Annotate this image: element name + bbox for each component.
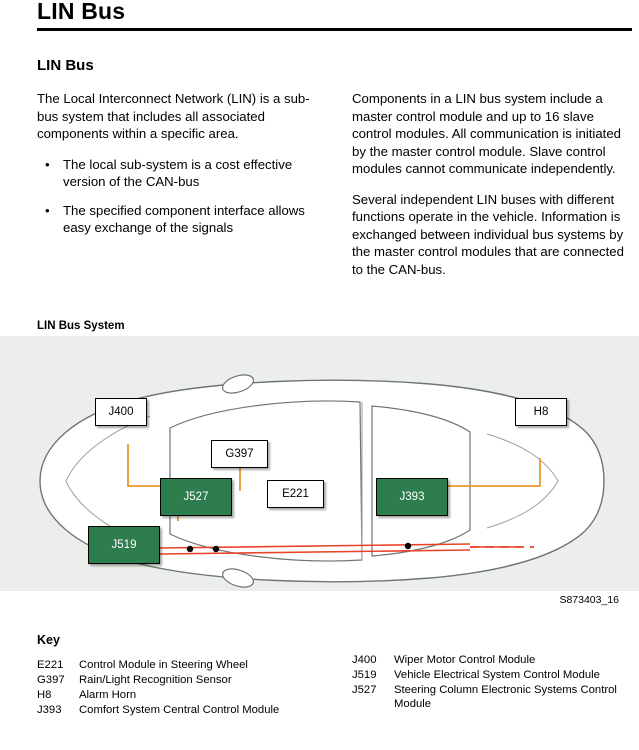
callout-h8-label: H8 xyxy=(533,406,549,418)
page-header xyxy=(0,0,639,30)
key-entry xyxy=(37,673,347,687)
header-divider xyxy=(37,28,632,31)
callout-j527[interactable] xyxy=(160,478,232,516)
bullet-dot: • xyxy=(45,202,50,218)
bullet-dot: • xyxy=(45,156,50,172)
key-entry-code: J393 xyxy=(37,704,62,716)
key-entry-code: H8 xyxy=(37,689,52,701)
key-left-column xyxy=(37,658,347,718)
callout-j400[interactable] xyxy=(95,398,147,426)
key-entry-desc: Comfort System Central Control Module xyxy=(79,704,280,716)
key-entry-desc: Alarm Horn xyxy=(79,689,137,701)
callout-j519[interactable] xyxy=(88,526,160,564)
right-paragraph-1: Components in a LIN bus system include a master control module and up to 16 slave control modules. All communication is initiated by the master control module. Slave control modules cannot communicate independently. xyxy=(352,91,622,176)
callout-e221[interactable] xyxy=(267,480,324,508)
list-item xyxy=(37,202,327,237)
figure-code: S873403_16 xyxy=(559,594,619,606)
key-entry xyxy=(37,688,347,702)
right-paragraph-2: Several independent LIN buses with different functions operate in the vehicle. Information is exchanged between individual bus systems by the master control modules that are connected to the CAN-bus. xyxy=(352,191,624,277)
key-entry-desc: Wiper Motor Control Module xyxy=(394,654,536,666)
figure-label: LIN Bus System xyxy=(37,320,125,332)
callout-g397[interactable] xyxy=(211,440,268,468)
list-item xyxy=(37,156,327,191)
figure-lin-bus-system xyxy=(0,336,639,616)
car-diagram-svg xyxy=(0,336,639,616)
key-entry-code: J527 xyxy=(352,684,377,696)
callout-j393-label: J393 xyxy=(399,491,425,503)
key-entry xyxy=(352,683,632,711)
callout-j527-label: J527 xyxy=(183,491,209,503)
key-entry xyxy=(37,703,347,717)
callout-j393[interactable] xyxy=(376,478,448,516)
callout-j400-label: J400 xyxy=(108,406,134,418)
key-entry xyxy=(352,668,632,682)
section-title: LIN Bus xyxy=(37,57,94,74)
key-right-column xyxy=(352,653,632,712)
callout-h8[interactable] xyxy=(515,398,567,426)
key-entry xyxy=(352,653,632,667)
callout-g397-label: G397 xyxy=(225,448,254,460)
key-title: Key xyxy=(37,633,60,647)
key-entry-desc: Control Module in Steering Wheel xyxy=(79,659,248,671)
left-column xyxy=(37,90,327,248)
callout-j519-label: J519 xyxy=(111,539,137,551)
list-item-label: The local sub-system is a cost effective version of the CAN-bus xyxy=(63,156,293,189)
key-entry-code: J400 xyxy=(352,654,377,666)
callout-e221-label: E221 xyxy=(282,488,309,500)
key-entry-desc: Rain/Light Recognition Sensor xyxy=(79,674,232,686)
left-bullet-list xyxy=(37,156,327,237)
key-entry-code: G397 xyxy=(37,674,65,686)
page-title: LIN Bus xyxy=(37,0,126,24)
key-entry-code: J519 xyxy=(352,669,377,681)
key-entry-desc: Steering Column Electronic Systems Control Module xyxy=(394,684,617,710)
key-entry-desc: Vehicle Electrical System Control Module xyxy=(394,669,600,681)
list-item-label: The specified component interface allows easy exchange of the signals xyxy=(63,202,305,235)
left-paragraph: The Local Interconnect Network (LIN) is a sub-bus system that includes all associated components within a specific area. xyxy=(37,91,310,141)
key-entry-code: E221 xyxy=(37,659,64,671)
key-entry xyxy=(37,658,347,672)
right-column xyxy=(352,90,632,291)
